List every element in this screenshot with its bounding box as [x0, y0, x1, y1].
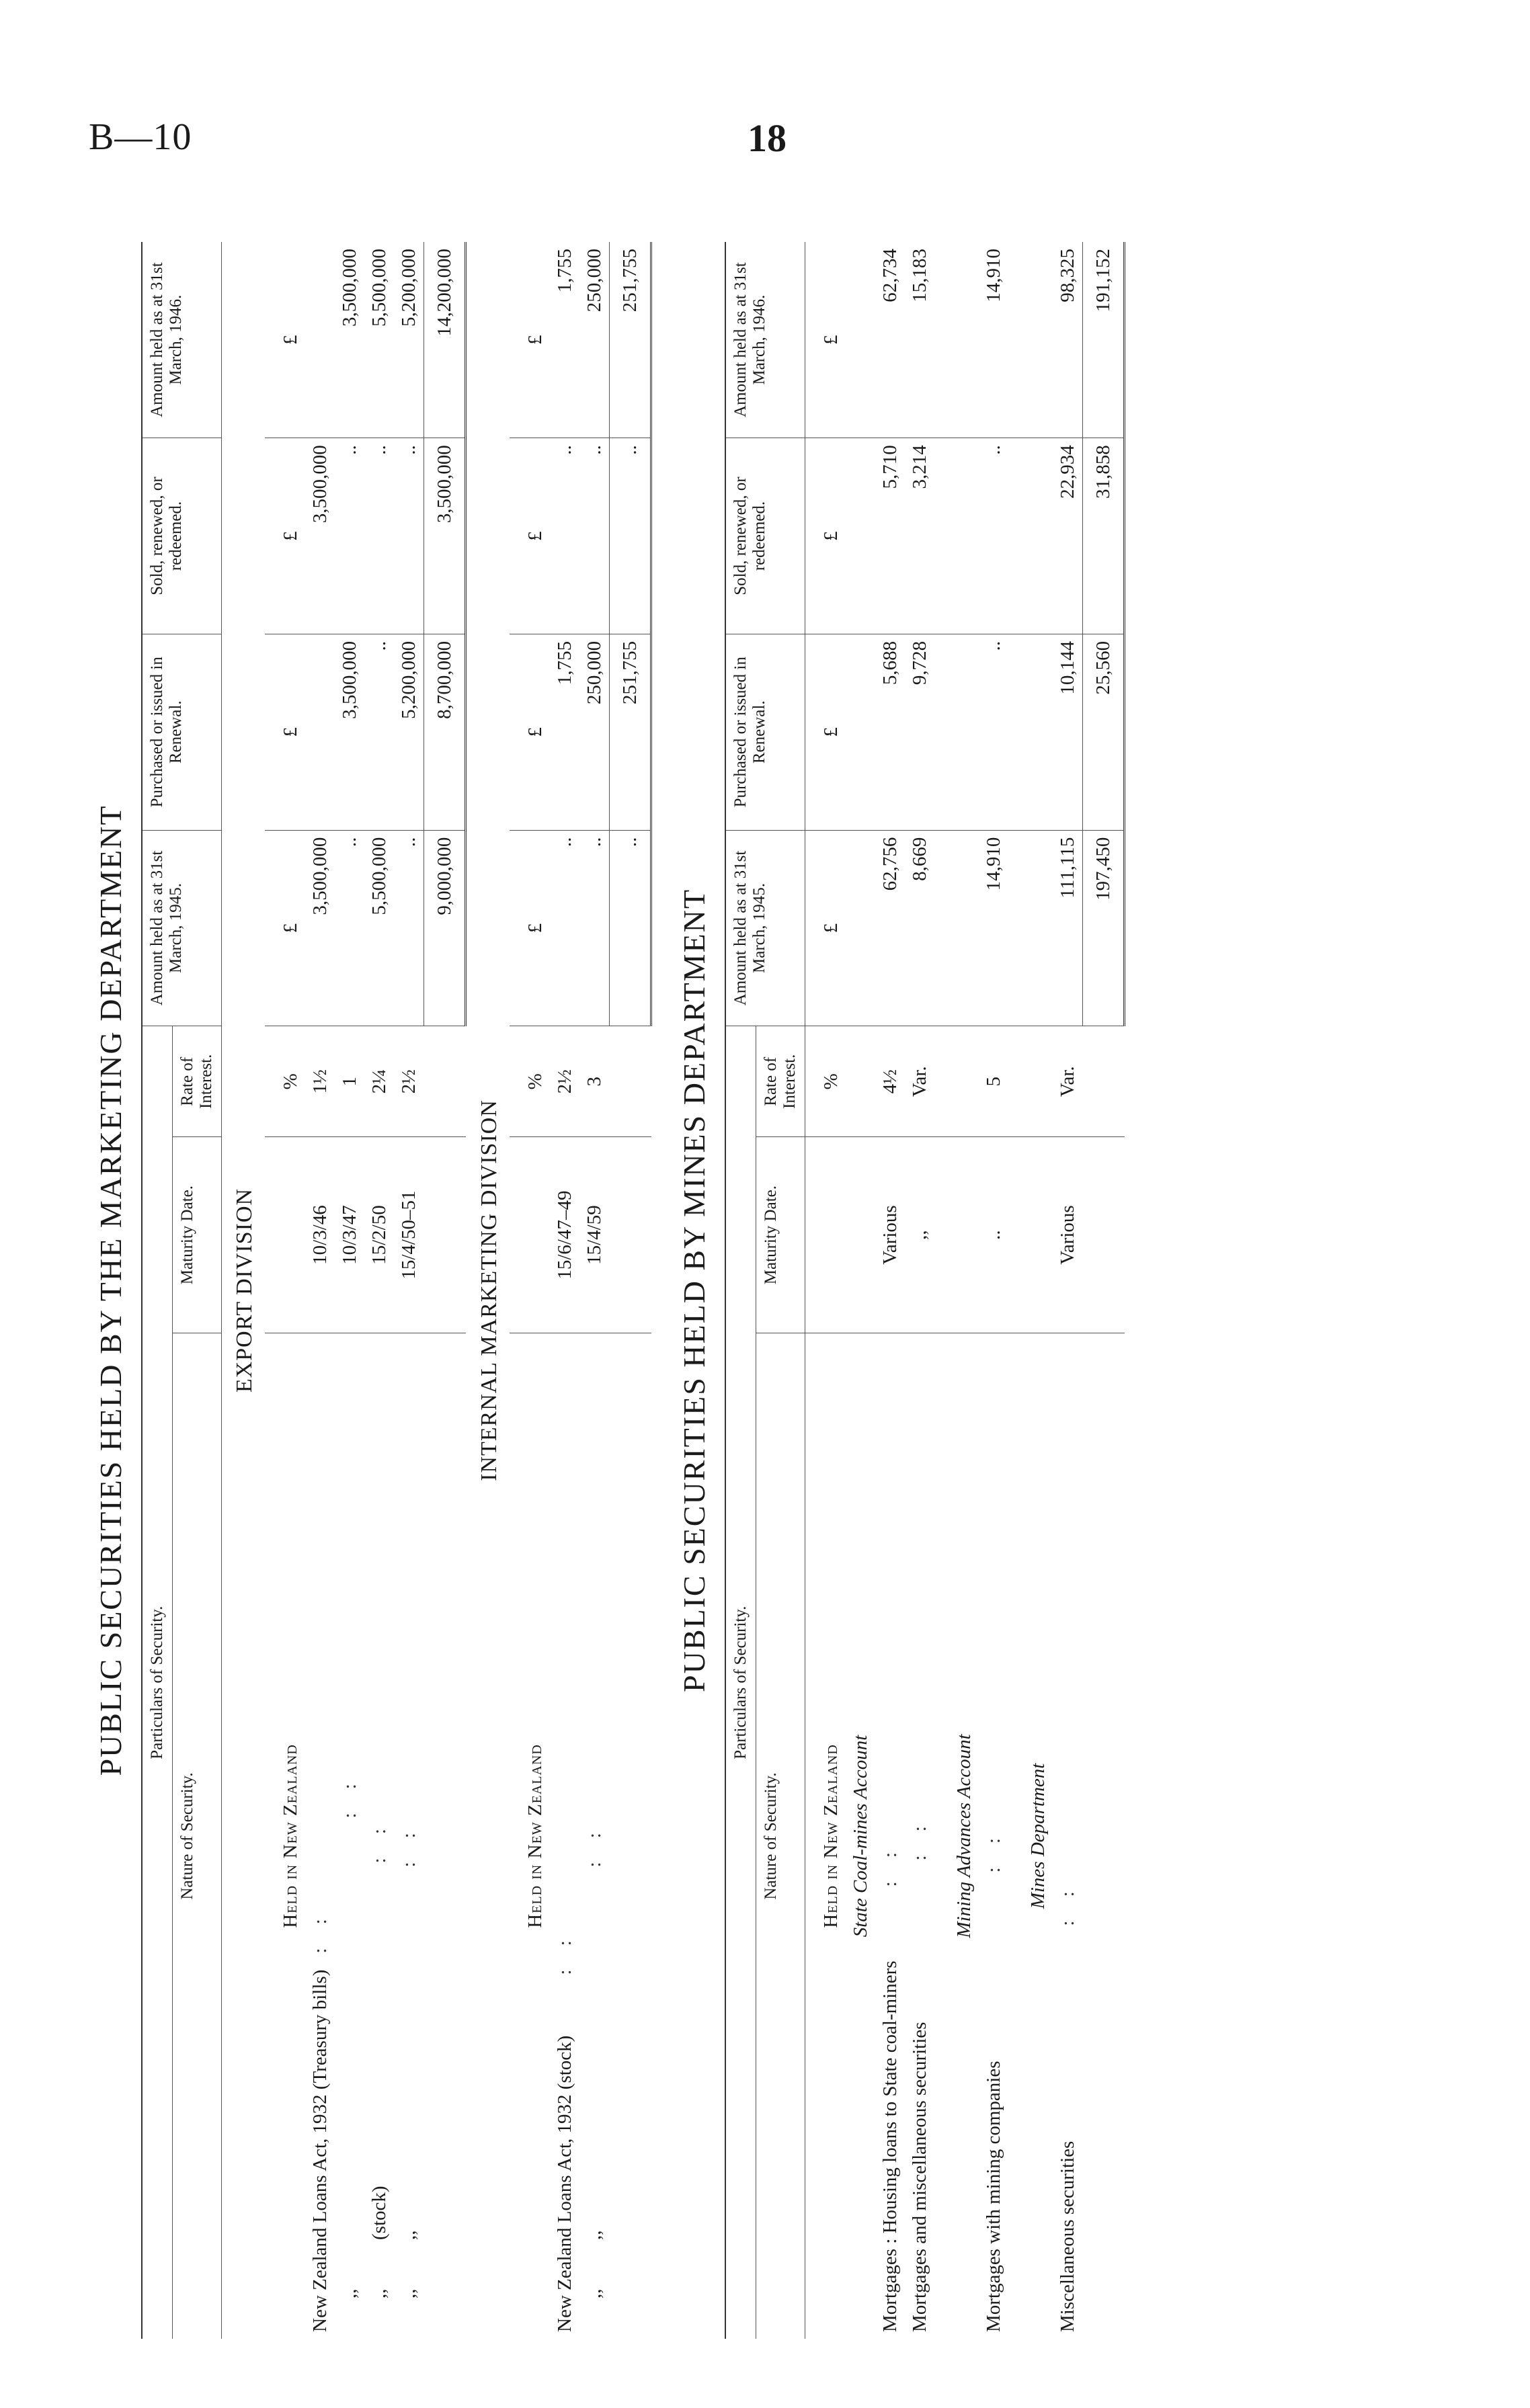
mines-table [725, 242, 1125, 2339]
money-unit: £ [805, 438, 846, 634]
rate-header: Rate of Interest. [173, 1026, 222, 1137]
table-row: Mortgages and miscellaneous securities: : ,, Var. 8,669 9,728 3,214 15,183 [905, 242, 934, 2339]
table-row: Mortgages with mining companies: : .. 5 14,910 .. .. 14,910 [979, 242, 1008, 2339]
sold-header: Sold, renewed, or redeemed. [725, 438, 805, 634]
nature-header: Nature of Security. [756, 1333, 805, 2339]
money-unit: £ [265, 438, 305, 634]
money-unit: £ [265, 242, 305, 438]
table-row: Mortgages : Housing loans to State coal-miners: : Various 4½ 62,756 5,688 5,710 62,734 [875, 242, 905, 2339]
internal-total-row: .. 251,755 .. 251,755 [610, 242, 651, 2339]
particulars-header: Particulars of Security. [142, 1026, 173, 2339]
rate-unit: % [510, 1026, 550, 1137]
marketing-title: PUBLIC SECURITIES HELD BY THE MARKETING DEPARTMENT [93, 804, 128, 1776]
purchased-header: Purchased or issued in Renewal. [142, 634, 222, 830]
money-unit: £ [265, 830, 305, 1026]
sold-header: Sold, renewed, or redeemed. [142, 438, 222, 634]
table-row: ,,: : 10/3/47 1 .. 3,500,000 .. 3,500,000 [335, 242, 364, 2339]
mines-subheading: Held in New Zealand [820, 1744, 842, 1928]
money-unit: £ [510, 242, 550, 438]
export-subheading: Held in New Zealand [280, 1744, 301, 1928]
rotated-content [81, 242, 1452, 2339]
export-total-row: 9,000,000 8,700,000 3,500,000 14,200,000 [424, 242, 466, 2339]
mines-title: PUBLIC SECURITIES HELD BY MINES DEPARTMENT [677, 888, 711, 1692]
maturity-header: Maturity Date. [173, 1137, 222, 1333]
table-row: New Zealand Loans Act, 1932 (Treasury bills): : 10/3/46 1½ 3,500,000 3,500,000 [305, 242, 335, 2339]
internal-division-heading: INTERNAL MARKETING DIVISION [477, 1099, 501, 1481]
held-1945-header: Amount held as at 31st March, 1945. [725, 830, 805, 1026]
group-heading: Mines Department [1027, 1763, 1049, 1909]
purchased-header: Purchased or issued in Renewal. [725, 634, 805, 830]
group-heading: Mining Advances Account [953, 1734, 975, 1938]
money-unit: £ [510, 634, 550, 830]
particulars-header: Particulars of Security. [725, 1026, 756, 2339]
money-unit: £ [510, 830, 550, 1026]
export-division-heading: EXPORT DIVISION [232, 1188, 257, 1393]
money-unit: £ [805, 830, 846, 1026]
rate-unit: % [805, 1026, 846, 1137]
money-unit: £ [510, 438, 550, 634]
money-unit: £ [805, 634, 846, 830]
held-1945-header: Amount held as at 31st March, 1945. [142, 830, 222, 1026]
group-heading: State Coal-mines Account [850, 1735, 871, 1938]
mines-total-row: 197,450 25,560 31,858 191,152 [1083, 242, 1125, 2339]
nature-header: Nature of Security. [173, 1333, 222, 2339]
marketing-table [141, 242, 652, 2339]
page-reference: B—10 [89, 116, 192, 158]
page-number: 18 [748, 116, 787, 160]
internal-subheading: Held in New Zealand [524, 1744, 546, 1928]
maturity-header: Maturity Date. [756, 1137, 805, 1333]
table-row: ,, (stock): : 15/2/50 2¼ 5,500,000 .. .. 5,500,000 [364, 242, 394, 2339]
table-row: ,, ,,: : 15/4/50–51 2½ .. 5,200,000 .. 5,200,000 [394, 242, 424, 2339]
table-row: New Zealand Loans Act, 1932 (stock): : 15/6/47–49 2½ .. 1,755 .. 1,755 [550, 242, 579, 2339]
held-1946-header: Amount held as at 31st March, 1946. [142, 242, 222, 438]
held-1946-header: Amount held as at 31st March, 1946. [725, 242, 805, 438]
rate-header: Rate of Interest. [756, 1026, 805, 1137]
table-row: ,, ,,: : 15/4/59 3 .. 250,000 .. 250,000 [579, 242, 610, 2339]
money-unit: £ [265, 634, 305, 830]
rate-unit: % [265, 1026, 305, 1137]
table-row: Miscellaneous securities: : Various Var. 111,115 10,144 22,934 98,325 [1053, 242, 1083, 2339]
money-unit: £ [805, 242, 846, 438]
